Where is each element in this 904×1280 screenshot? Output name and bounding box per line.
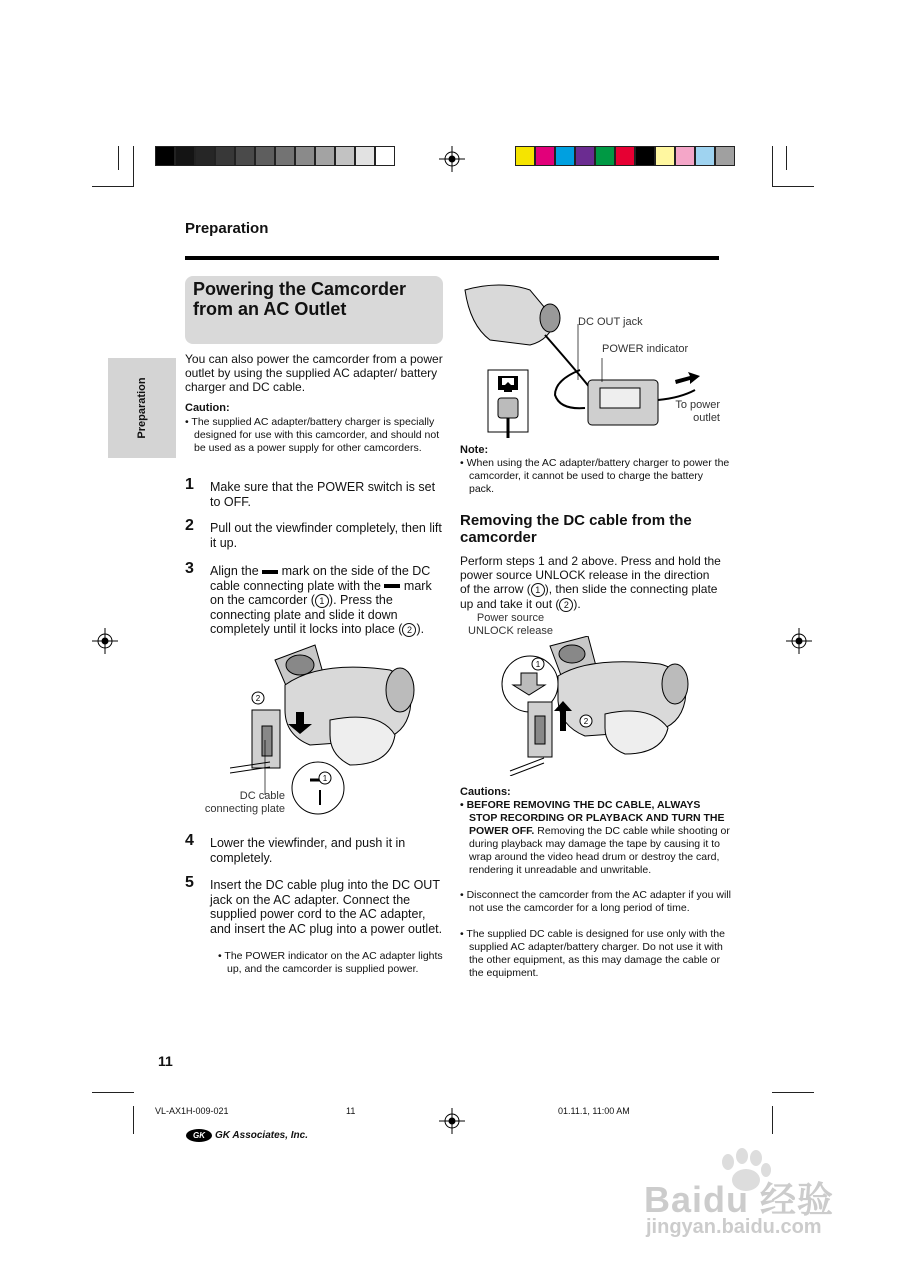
color-swatch [535, 146, 555, 166]
svg-text:1: 1 [322, 774, 328, 783]
section-heading: Preparation [185, 220, 269, 237]
color-swatch [315, 146, 335, 166]
page-title: Powering the Camcorder from an AC Outlet [193, 279, 407, 319]
registration-mark-icon [92, 628, 118, 654]
color-swatch [175, 146, 195, 166]
color-swatch [575, 146, 595, 166]
page-number: 11 [158, 1053, 173, 1069]
color-swatch [375, 146, 395, 166]
header-rule [185, 256, 719, 260]
step-text: Make sure that the POWER switch is set to OFF. [210, 480, 436, 509]
step-number: 4 [185, 832, 194, 849]
color-swatch [235, 146, 255, 166]
cautions-label: Cautions: [460, 786, 511, 798]
color-swatch [155, 146, 175, 166]
caution-text: • The supplied AC adapter/battery charger is specially designed for use with this camcorder, and should not be used as a power supply for other camcorders. [185, 416, 440, 454]
step-text: Lower the viewfinder, and push it in completely. [210, 836, 406, 865]
intro-paragraph: You can also power the camcorder from a power outlet by using the supplied AC adapter/ battery charger and DC cable. [185, 352, 443, 394]
registration-mark-icon [439, 1108, 465, 1134]
label-to-outlet: To power outlet [675, 399, 720, 424]
color-swatch [715, 146, 735, 166]
footer-page: 11 [346, 1106, 356, 1116]
color-swatch [675, 146, 695, 166]
step-number: 3 [185, 560, 194, 577]
caution-label: Caution: [185, 402, 230, 414]
title-box [185, 276, 443, 344]
svg-text:2: 2 [255, 694, 261, 703]
figure-label: DC cable connecting plate [204, 790, 285, 815]
circled-number: 1 [531, 583, 545, 597]
color-swatch [355, 146, 375, 166]
color-swatch-bar [515, 146, 735, 166]
step-text: Insert the DC cable plug into the DC OUT jack on the AC adapter. Connect the supplied power cord to the AC adapter, and insert the AC plug into a power outlet. [210, 878, 443, 936]
watermark-url: jingyan.baidu.com [646, 1216, 822, 1238]
color-swatch [295, 146, 315, 166]
note-label: Note: [460, 444, 489, 456]
label-unlock-release: Power source UNLOCK release [468, 612, 553, 637]
color-swatch [655, 146, 675, 166]
registration-mark-icon [786, 628, 812, 654]
caution-3: • The supplied DC cable is designed for use only with the supplied AC adapter/battery charger. Do not use it with the other equipment, as this may damage the cable or the equipment. [460, 928, 725, 979]
circled-number: 2 [402, 623, 416, 637]
step-number: 5 [185, 874, 194, 891]
circled-number: 2 [559, 598, 573, 612]
side-tab [108, 358, 176, 458]
company-logo-icon: GK [186, 1129, 212, 1142]
note-text: • When using the AC adapter/battery charger to power the camcorder, it cannot be used to charge the battery pack. [460, 457, 730, 495]
svg-text:2: 2 [583, 717, 589, 726]
step-text: Align the mark on the side of the DC cable connecting plate with the mark on the camcorder ( 1 ). Press the connecting plate and slide it down completely until it locks into place ( 2 ). [210, 564, 432, 637]
step-text: Pull out the viewfinder completely, then lift it up. [210, 521, 442, 550]
caution-1: • BEFORE REMOVING THE DC CABLE, ALWAYS STOP RECORDING OR PLAYBACK AND TURN THE POWER OFF. Removing the DC cable while shooting or during playback may damage the tape by causing it to wrap around the video head drum or destroy the card, rendering it unreadable and unwritable. [460, 799, 730, 876]
color-swatch [215, 146, 235, 166]
company-credit [186, 1129, 308, 1142]
step-number: 1 [185, 476, 194, 493]
color-swatch [255, 146, 275, 166]
color-swatch [555, 146, 575, 166]
watermark-brand: Baidu 经验 [644, 1179, 835, 1220]
gray-swatch-bar [155, 146, 395, 166]
remove-paragraph: Perform steps 1 and 2 above. Press and hold the power source UNLOCK release in the direction of the arrow ( 1 ), then slide the connecting plate up and take it out ( 2 ). [460, 554, 721, 611]
step-number: 2 [185, 517, 194, 534]
color-swatch [635, 146, 655, 166]
color-swatch [695, 146, 715, 166]
registration-mark-icon [439, 146, 465, 172]
doc-code: VL-AX1H-009-021 [155, 1106, 229, 1116]
section-heading-remove: Removing the DC cable from the camcorder [460, 512, 692, 546]
svg-text:1: 1 [535, 660, 541, 669]
color-swatch [195, 146, 215, 166]
color-swatch [335, 146, 355, 166]
footer-timestamp: 01.11.1, 11:00 AM [558, 1106, 630, 1116]
camcorder-remove-illustration [500, 636, 700, 776]
color-swatch [595, 146, 615, 166]
label-power-indicator: POWER indicator [602, 343, 689, 355]
side-tab-label: Preparation [136, 377, 148, 439]
color-swatch [515, 146, 535, 166]
color-swatch [275, 146, 295, 166]
company-name: GK Associates, Inc. [215, 1130, 308, 1141]
color-swatch [615, 146, 635, 166]
caution-2: • Disconnect the camcorder from the AC adapter if you will not use the camcorder for a long period of time. [460, 889, 731, 914]
circled-number: 1 [315, 594, 329, 608]
step-note: • The POWER indicator on the AC adapter lights up, and the camcorder is supplied power. [218, 950, 443, 975]
align-mark-icon [384, 584, 400, 588]
align-mark-icon [262, 570, 278, 574]
label-dc-out: DC OUT jack [578, 316, 643, 328]
